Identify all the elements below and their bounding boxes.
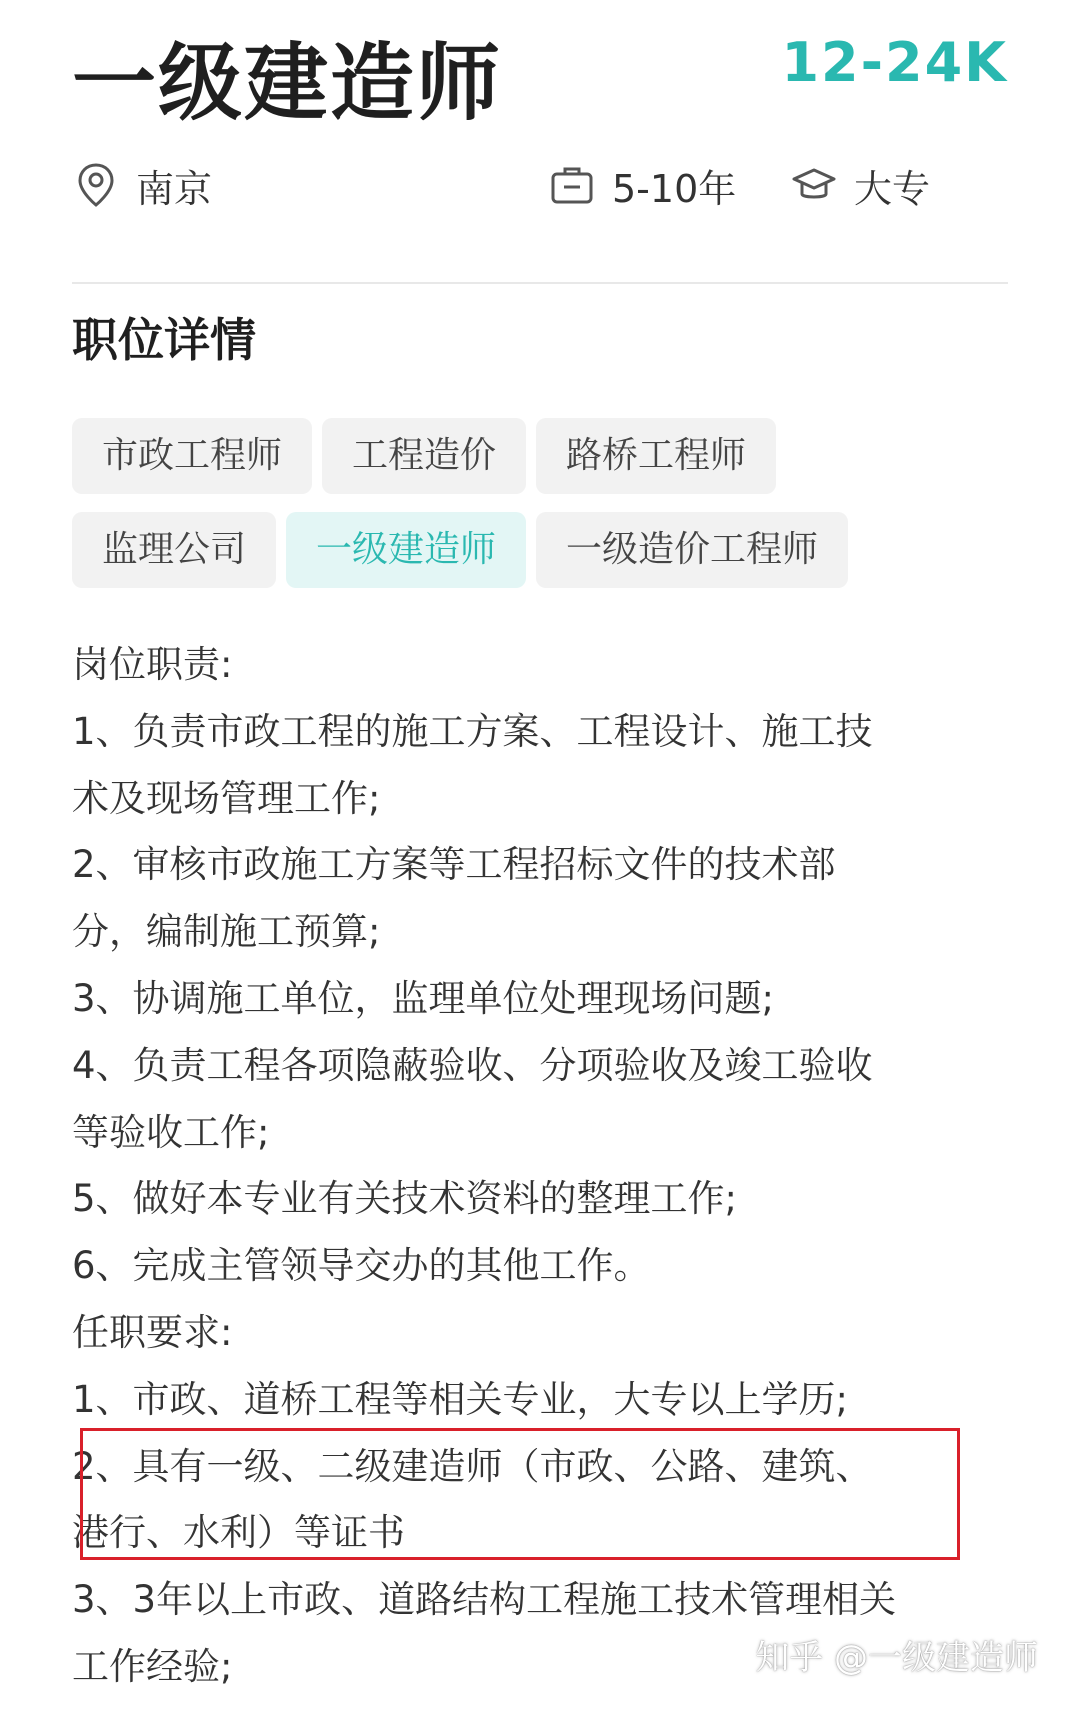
graduation-cap-icon [790, 161, 838, 209]
job-city [72, 150, 212, 220]
description-line: 3、协调施工单位，监理单位处理现场问题; [72, 976, 775, 1020]
description-line: 3、3年以上市政、道路结构工程施工技术管理相关 [72, 1578, 897, 1622]
section-title-job-details: 职位详情 [72, 313, 256, 367]
job-description [72, 632, 1008, 1701]
job-meta-row [72, 150, 1008, 220]
tag-item-active[interactable]: 一级建造师 [286, 512, 526, 588]
description-line: 分，编制施工预算; [72, 910, 381, 954]
tag-item[interactable]: 路桥工程师 [536, 418, 776, 494]
job-title: 一级建造师 [72, 34, 503, 132]
description-line: 等验收工作; [72, 1110, 270, 1154]
description-line: 术及现场管理工作; [72, 776, 381, 820]
job-education [790, 150, 930, 220]
description-line: 6、完成主管领导交办的其他工作。 [72, 1244, 651, 1288]
description-heading-requirements: 任职要求: [72, 1310, 233, 1354]
job-experience-label: 5-10年 [612, 166, 737, 211]
description-line: 1、市政、道桥工程等相关专业，大专以上学历; [72, 1377, 849, 1421]
description-line: 港行、水利）等证书 [72, 1511, 405, 1555]
tag-item[interactable]: 市政工程师 [72, 418, 312, 494]
job-detail-page [72, 0, 1008, 1716]
description-line: 2、具有一级、二级建造师（市政、公路、建筑、 [72, 1444, 873, 1488]
header-divider [72, 282, 1008, 284]
tag-item[interactable]: 一级造价工程师 [536, 512, 848, 588]
description-line: 5、做好本专业有关技术资料的整理工作; [72, 1177, 738, 1221]
watermark: 知乎 @一级建造师 [755, 1638, 1038, 1678]
description-line: 2、审核市政施工方案等工程招标文件的技术部 [72, 843, 836, 887]
briefcase-icon [548, 161, 596, 209]
job-education-label: 大专 [854, 166, 931, 211]
location-pin-icon [72, 161, 120, 209]
job-city-label: 南京 [136, 166, 213, 211]
tag-item[interactable]: 监理公司 [72, 512, 276, 588]
description-line: 工作经验; [72, 1644, 233, 1688]
job-experience [548, 150, 736, 220]
salary-range: 12-24K [781, 31, 1008, 94]
description-line: 4、负责工程各项隐蔽验收、分项验收及竣工验收 [72, 1043, 873, 1087]
tag-item[interactable]: 工程造价 [322, 418, 526, 494]
description-heading-duties: 岗位职责: [72, 643, 233, 686]
description-line: 1、负责市政工程的施工方案、工程设计、施工技 [72, 709, 873, 753]
